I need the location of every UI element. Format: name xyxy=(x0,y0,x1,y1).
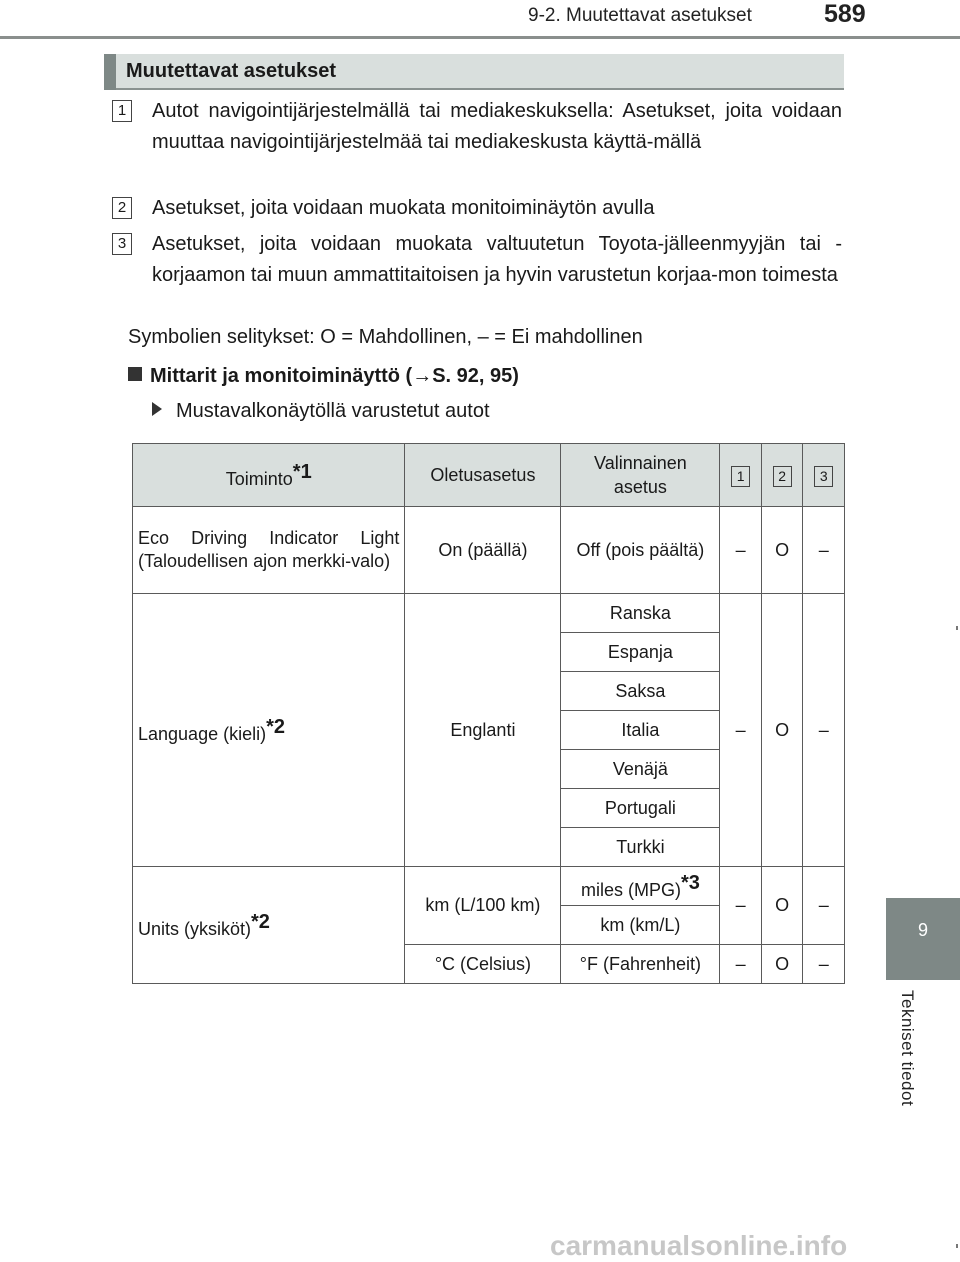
numbered-item-text: Asetukset, joita voidaan muokata monitoiminäytön avulla xyxy=(152,197,655,219)
cell-col1: – xyxy=(720,594,762,867)
cell-col2: O xyxy=(761,507,803,594)
cell-col2: O xyxy=(761,945,803,984)
settings-table xyxy=(132,443,845,984)
cell-default: On (päällä) xyxy=(405,507,561,594)
square-bullet-icon xyxy=(128,367,142,381)
cell-col3: – xyxy=(803,867,845,945)
cell-col1: – xyxy=(720,945,762,984)
cell-option: Ranska xyxy=(561,594,720,633)
chapter-tab[interactable] xyxy=(886,898,960,980)
cell-col2: O xyxy=(761,594,803,867)
cell-option: Venäjä xyxy=(561,750,720,789)
header-function: Toiminto$^{*1}$ xyxy=(133,444,405,507)
cell-function: Language (kieli)$^{*2}$ xyxy=(133,594,405,867)
cell-option: km (km/L) xyxy=(561,906,720,945)
section-heading-bar xyxy=(104,54,844,90)
table-row-units xyxy=(133,867,845,906)
cell-option: Saksa xyxy=(561,672,720,711)
number-badge-1: 1 xyxy=(112,100,132,122)
cell-option: Turkki xyxy=(561,828,720,867)
margin-tick xyxy=(956,1244,958,1248)
cell-col2: O xyxy=(761,867,803,945)
table-row-language xyxy=(133,594,845,633)
chapter-label: Tekniset tiedot xyxy=(898,990,917,1107)
header-num-3: 3 xyxy=(803,444,845,507)
section-heading: Muutettavat asetukset xyxy=(126,60,337,82)
number-badge-2: 2 xyxy=(112,197,132,219)
cell-default: Englanti xyxy=(405,594,561,867)
table-header-row xyxy=(133,444,845,507)
cell-col1: – xyxy=(720,507,762,594)
cell-function: Eco Driving Indicator Light (Taloudellisen ajon merkki-valo) xyxy=(133,507,405,594)
cell-option: Italia xyxy=(561,711,720,750)
subheading xyxy=(128,365,519,388)
table-row-eco xyxy=(133,507,845,594)
cell-default: km (L/100 km) xyxy=(405,867,561,945)
cell-option: Espanja xyxy=(561,633,720,672)
cell-default: °C (Celsius) xyxy=(405,945,561,984)
cell-function: Units (yksiköt)$^{*2}$ xyxy=(133,867,405,984)
header-optional: Valinnainen asetus xyxy=(561,444,720,507)
margin-tick xyxy=(956,626,958,630)
cell-option: miles (MPG)$^{*3}$ xyxy=(561,867,720,906)
page-number: 589 xyxy=(824,0,866,28)
subsubheading xyxy=(152,400,490,423)
cell-optional: Off (pois päältä) xyxy=(561,507,720,594)
numbered-item-3 xyxy=(112,229,842,291)
numbered-item-text: Asetukset, joita voidaan muokata valtuutetun Toyota-jälleenmyyjän tai -korjaamon tai muun ammattitaitoisen ja hyvin varustetun korjaa-mon toimesta xyxy=(152,233,842,286)
cell-option: Portugali xyxy=(561,789,720,828)
numbered-item-1 xyxy=(112,96,842,158)
header-num-1: 1 xyxy=(720,444,762,507)
subsubheading-text: Mustavalkonäytöllä varustetut autot xyxy=(176,400,490,422)
cell-col3: – xyxy=(803,594,845,867)
chapter-number: 9 xyxy=(917,920,928,940)
cell-col3: – xyxy=(803,945,845,984)
watermark: carmanualsonline.info xyxy=(550,1230,848,1261)
triangle-bullet-icon xyxy=(152,402,162,416)
symbol-legend: Symbolien selitykset: O = Mahdollinen, – = Ei mahdollinen xyxy=(128,326,643,348)
cell-col3: – xyxy=(803,507,845,594)
header-default: Oletusasetus xyxy=(405,444,561,507)
number-badge-3: 3 xyxy=(112,233,132,255)
cell-optional: °F (Fahrenheit) xyxy=(561,945,720,984)
subheading-text: Mittarit ja monitoiminäyttö (→S. 92, 95) xyxy=(150,365,519,387)
numbered-item-text: Autot navigointijärjestelmällä tai mediakeskuksella: Asetukset, joita voidaan muuttaa navigointijärjestelmää tai mediakeskusta käyttä-mällä xyxy=(152,100,842,153)
header-section-title: 9-2. Muutettavat asetukset xyxy=(528,5,752,26)
header-num-2: 2 xyxy=(761,444,803,507)
section-heading-accent xyxy=(104,54,116,90)
cell-col1: – xyxy=(720,867,762,945)
numbered-item-2 xyxy=(112,193,842,224)
header-rule xyxy=(0,36,960,39)
